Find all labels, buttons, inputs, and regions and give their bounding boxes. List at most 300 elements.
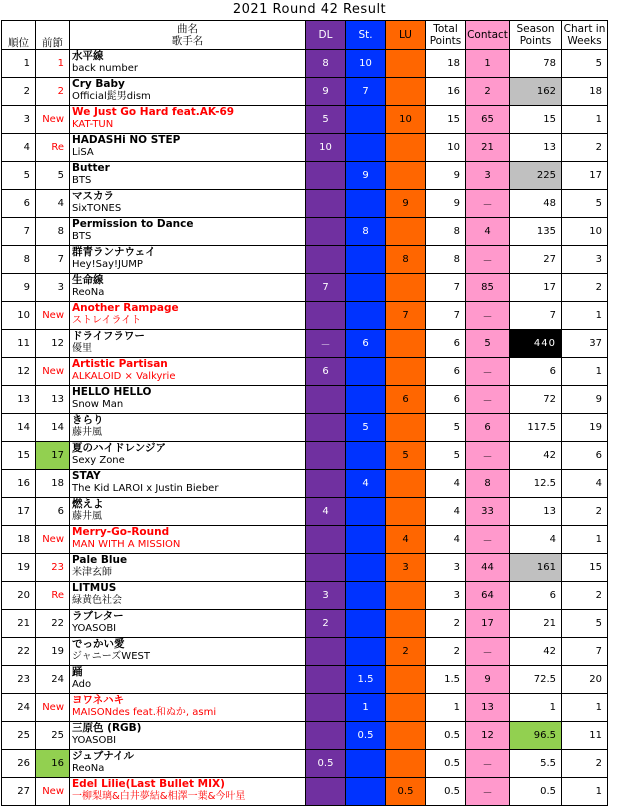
- artist-name: 優里: [72, 342, 92, 354]
- artist-name: 米津玄師: [72, 566, 112, 578]
- prev-rank-cell: 22: [36, 610, 70, 638]
- total-points-cell: 7: [426, 274, 466, 302]
- rank-cell: 14: [2, 414, 36, 442]
- table-row: [2, 218, 608, 246]
- song-cell: [70, 78, 306, 106]
- dl-cell: [306, 162, 346, 190]
- prev-rank-cell: 1: [36, 50, 70, 78]
- season-points-cell: 78: [510, 50, 562, 78]
- song-cell: [70, 666, 306, 694]
- contact-cell: －: [466, 442, 510, 470]
- season-points-cell: 42: [510, 638, 562, 666]
- contact-cell: 9: [466, 666, 510, 694]
- chart-title: 2021 Round 42 Result: [232, 2, 387, 17]
- song-cell: [70, 162, 306, 190]
- contact-cell: －: [466, 358, 510, 386]
- season-points-cell: 15: [510, 106, 562, 134]
- season-points-cell: 21: [510, 610, 562, 638]
- artist-name: ReoNa: [72, 762, 105, 774]
- rank-cell: 22: [2, 638, 36, 666]
- rank-cell: 1: [2, 50, 36, 78]
- artist-name: 一柳梨璃&白井夢結&相澤一葉&今叶星: [72, 790, 246, 802]
- dl-cell: [306, 190, 346, 218]
- song-title: 水平線: [72, 50, 104, 62]
- contact-cell: －: [466, 246, 510, 274]
- dl-cell: 3: [306, 582, 346, 610]
- total-points-cell: 1.5: [426, 666, 466, 694]
- song-cell: [70, 750, 306, 778]
- total-points-cell: 5: [426, 442, 466, 470]
- total-points-cell: 18: [426, 50, 466, 78]
- song-title: 夏のハイドレンジア: [72, 442, 166, 454]
- song-title: We Just Go Hard feat.AK-69: [72, 106, 235, 118]
- total-points-cell: 4: [426, 498, 466, 526]
- song-title: Cry Baby: [72, 78, 125, 90]
- prev-rank-cell: New: [36, 526, 70, 554]
- rank-cell: 23: [2, 666, 36, 694]
- weeks-cell: 1: [562, 778, 608, 806]
- weeks-cell: 1: [562, 106, 608, 134]
- weeks-cell: 9: [562, 386, 608, 414]
- dl-cell: 2: [306, 610, 346, 638]
- table-row: [2, 498, 608, 526]
- weeks-cell: 2: [562, 750, 608, 778]
- header-prev: 前節: [36, 21, 70, 50]
- lu-cell: [386, 470, 426, 498]
- weeks-cell: 2: [562, 274, 608, 302]
- artist-name: SixTONES: [72, 202, 122, 214]
- lu-cell: [386, 358, 426, 386]
- season-points-cell: 135: [510, 218, 562, 246]
- weeks-cell: 4: [562, 470, 608, 498]
- header-total: Total Points: [426, 21, 466, 50]
- weeks-cell: 1: [562, 694, 608, 722]
- table-row: [2, 414, 608, 442]
- table-row: [2, 442, 608, 470]
- weeks-cell: 2: [562, 582, 608, 610]
- total-points-cell: 2: [426, 638, 466, 666]
- artist-name: BTS: [72, 230, 92, 242]
- prev-rank-cell: 19: [36, 638, 70, 666]
- st-cell: [346, 750, 386, 778]
- prev-rank-cell: 16: [36, 750, 70, 778]
- lu-cell: 4: [386, 526, 426, 554]
- table-row: [2, 162, 608, 190]
- total-points-cell: 0.5: [426, 750, 466, 778]
- song-title: でっかい愛: [72, 638, 125, 650]
- dl-cell: [306, 442, 346, 470]
- rank-cell: 12: [2, 358, 36, 386]
- prev-rank-cell: New: [36, 694, 70, 722]
- header-dl: DL: [306, 21, 346, 50]
- table-row: [2, 106, 608, 134]
- artist-name: ReoNa: [72, 286, 105, 298]
- rank-cell: 5: [2, 162, 36, 190]
- table-row: [2, 302, 608, 330]
- rank-cell: 4: [2, 134, 36, 162]
- table-row: [2, 582, 608, 610]
- contact-cell: －: [466, 302, 510, 330]
- artist-name: Hey!Say!JUMP: [72, 258, 143, 270]
- rank-cell: 6: [2, 190, 36, 218]
- song-title: Another Rampage: [72, 302, 179, 314]
- song-title: HADASHi NO STEP: [72, 134, 181, 146]
- lu-cell: 9: [386, 190, 426, 218]
- lu-cell: [386, 330, 426, 358]
- rank-cell: 25: [2, 722, 36, 750]
- season-points-cell: 4: [510, 526, 562, 554]
- st-cell: 8: [346, 218, 386, 246]
- lu-cell: [386, 162, 426, 190]
- weeks-cell: 2: [562, 134, 608, 162]
- total-points-cell: 9: [426, 162, 466, 190]
- table-row: [2, 750, 608, 778]
- lu-cell: 10: [386, 106, 426, 134]
- song-cell: [70, 190, 306, 218]
- weeks-cell: 15: [562, 554, 608, 582]
- prev-rank-cell: 7: [36, 246, 70, 274]
- lu-cell: [386, 694, 426, 722]
- st-cell: 1: [346, 694, 386, 722]
- prev-rank-cell: 2: [36, 78, 70, 106]
- contact-cell: 4: [466, 218, 510, 246]
- rank-cell: 26: [2, 750, 36, 778]
- table-row: [2, 190, 608, 218]
- dl-cell: 7: [306, 274, 346, 302]
- song-title: Merry-Go-Round: [72, 526, 170, 538]
- weeks-cell: 3: [562, 246, 608, 274]
- dl-cell: [306, 414, 346, 442]
- lu-cell: 2: [386, 638, 426, 666]
- table-row: [2, 274, 608, 302]
- prev-rank-cell: 4: [36, 190, 70, 218]
- table-row: [2, 134, 608, 162]
- prev-rank-cell: 24: [36, 666, 70, 694]
- dl-cell: [306, 470, 346, 498]
- table-row: [2, 78, 608, 106]
- st-cell: 9: [346, 162, 386, 190]
- rank-cell: 21: [2, 610, 36, 638]
- dl-cell: [306, 554, 346, 582]
- artist-name: ALKALOID × Valkyrie: [72, 370, 176, 382]
- prev-rank-cell: New: [36, 778, 70, 806]
- artist-name: KAT-TUN: [72, 118, 114, 130]
- rank-cell: 11: [2, 330, 36, 358]
- prev-rank-cell: 3: [36, 274, 70, 302]
- artist-name: 藤井風: [72, 510, 102, 522]
- season-points-cell: 48: [510, 190, 562, 218]
- st-cell: 4: [346, 470, 386, 498]
- season-points-cell: 6: [510, 358, 562, 386]
- song-title: マスカラ: [72, 190, 114, 202]
- header-rank: 順位: [2, 21, 36, 50]
- rank-cell: 7: [2, 218, 36, 246]
- song-title: 三原色 (RGB): [72, 722, 142, 734]
- dl-cell: 10: [306, 134, 346, 162]
- rank-cell: 10: [2, 302, 36, 330]
- lu-cell: [386, 218, 426, 246]
- table-row: [2, 330, 608, 358]
- table-row: [2, 526, 608, 554]
- st-cell: [346, 442, 386, 470]
- song-cell: [70, 526, 306, 554]
- weeks-cell: 1: [562, 302, 608, 330]
- total-points-cell: 6: [426, 358, 466, 386]
- contact-cell: －: [466, 190, 510, 218]
- song-title: LITMUS: [72, 582, 117, 594]
- contact-cell: 1: [466, 50, 510, 78]
- dl-cell: 6: [306, 358, 346, 386]
- artist-name: MAISONdes feat.和ぬか, asmi: [72, 706, 217, 718]
- prev-rank-cell: 25: [36, 722, 70, 750]
- song-cell: [70, 442, 306, 470]
- prev-rank-cell: 5: [36, 162, 70, 190]
- contact-cell: 21: [466, 134, 510, 162]
- contact-cell: 8: [466, 470, 510, 498]
- season-points-cell: 13: [510, 134, 562, 162]
- st-cell: [346, 778, 386, 806]
- song-cell: [70, 358, 306, 386]
- lu-cell: 7: [386, 302, 426, 330]
- rank-cell: 2: [2, 78, 36, 106]
- season-points-cell: 27: [510, 246, 562, 274]
- contact-cell: 2: [466, 78, 510, 106]
- total-points-cell: 3: [426, 582, 466, 610]
- rank-cell: 9: [2, 274, 36, 302]
- table-row: [2, 246, 608, 274]
- season-points-cell: 117.5: [510, 414, 562, 442]
- song-cell: [70, 218, 306, 246]
- artist-name: Official髭男dism: [72, 90, 151, 102]
- season-points-cell: 72.5: [510, 666, 562, 694]
- song-cell: [70, 694, 306, 722]
- st-cell: 1.5: [346, 666, 386, 694]
- lu-cell: 8: [386, 246, 426, 274]
- table-row: [2, 554, 608, 582]
- lu-cell: [386, 414, 426, 442]
- song-cell: [70, 638, 306, 666]
- dl-cell: 9: [306, 78, 346, 106]
- rank-cell: 16: [2, 470, 36, 498]
- rank-cell: 20: [2, 582, 36, 610]
- total-points-cell: 4: [426, 526, 466, 554]
- st-cell: 7: [346, 78, 386, 106]
- song-title: 群青ランナウェイ: [72, 246, 156, 258]
- prev-rank-cell: 17: [36, 442, 70, 470]
- header-weeks: Chart in Weeks: [562, 21, 608, 50]
- artist-name: LiSA: [72, 146, 94, 158]
- header-song: 曲名 歌手名: [70, 21, 306, 50]
- season-points-cell: 6: [510, 582, 562, 610]
- table-body: [2, 50, 608, 806]
- season-points-cell: 161: [510, 554, 562, 582]
- prev-rank-cell: 18: [36, 470, 70, 498]
- lu-cell: [386, 722, 426, 750]
- header-row: [2, 21, 608, 50]
- song-cell: [70, 106, 306, 134]
- dl-cell: [306, 638, 346, 666]
- season-points-cell: 0.5: [510, 778, 562, 806]
- dl-cell: [306, 778, 346, 806]
- dl-cell: [306, 694, 346, 722]
- total-points-cell: 6: [426, 386, 466, 414]
- dl-cell: [306, 246, 346, 274]
- total-points-cell: 7: [426, 302, 466, 330]
- weeks-cell: 5: [562, 610, 608, 638]
- rank-cell: 3: [2, 106, 36, 134]
- prev-rank-cell: 23: [36, 554, 70, 582]
- total-points-cell: 1: [426, 694, 466, 722]
- song-cell: [70, 302, 306, 330]
- lu-cell: [386, 582, 426, 610]
- table-row: [2, 778, 608, 806]
- dl-cell: 0.5: [306, 750, 346, 778]
- results-table: [1, 20, 608, 806]
- total-points-cell: 3: [426, 554, 466, 582]
- song-title: Edel Lilie(Last Bullet MIX): [72, 778, 225, 790]
- song-cell: [70, 246, 306, 274]
- weeks-cell: 5: [562, 190, 608, 218]
- season-points-cell: 440: [510, 330, 562, 358]
- st-cell: 6: [346, 330, 386, 358]
- rank-cell: 8: [2, 246, 36, 274]
- prev-rank-cell: Re: [36, 582, 70, 610]
- song-cell: [70, 610, 306, 638]
- song-title: 踊: [72, 666, 83, 678]
- season-points-cell: 162: [510, 78, 562, 106]
- total-points-cell: 6: [426, 330, 466, 358]
- artist-name: ジャニーズWEST: [72, 650, 150, 662]
- contact-cell: －: [466, 778, 510, 806]
- song-cell: [70, 498, 306, 526]
- artist-name: Ado: [72, 678, 92, 690]
- contact-cell: －: [466, 386, 510, 414]
- song-title: きらり: [72, 414, 104, 426]
- song-title: 生命線: [72, 274, 104, 286]
- lu-cell: [386, 50, 426, 78]
- contact-cell: 33: [466, 498, 510, 526]
- lu-cell: 0.5: [386, 778, 426, 806]
- st-cell: 0.5: [346, 722, 386, 750]
- st-cell: [346, 134, 386, 162]
- contact-cell: －: [466, 638, 510, 666]
- header-st: St.: [346, 21, 386, 50]
- song-cell: [70, 778, 306, 806]
- total-points-cell: 4: [426, 470, 466, 498]
- prev-rank-cell: New: [36, 302, 70, 330]
- lu-cell: [386, 134, 426, 162]
- song-cell: [70, 554, 306, 582]
- prev-rank-cell: 14: [36, 414, 70, 442]
- artist-name: 緑黄色社会: [72, 594, 122, 606]
- header-season: Season Points: [510, 21, 562, 50]
- lu-cell: [386, 610, 426, 638]
- st-cell: [346, 498, 386, 526]
- prev-rank-cell: 6: [36, 498, 70, 526]
- dl-cell: [306, 526, 346, 554]
- st-cell: [346, 582, 386, 610]
- weeks-cell: 20: [562, 666, 608, 694]
- season-points-cell: 1: [510, 694, 562, 722]
- dl-cell: [306, 386, 346, 414]
- lu-cell: 6: [386, 386, 426, 414]
- artist-name: BTS: [72, 174, 92, 186]
- lu-cell: [386, 666, 426, 694]
- weeks-cell: 1: [562, 526, 608, 554]
- song-title: Pale Blue: [72, 554, 128, 566]
- contact-cell: －: [466, 750, 510, 778]
- weeks-cell: 11: [562, 722, 608, 750]
- prev-rank-cell: 8: [36, 218, 70, 246]
- table-row: [2, 358, 608, 386]
- song-cell: [70, 50, 306, 78]
- artist-name: The Kid LAROI x Justin Bieber: [72, 482, 219, 494]
- lu-cell: [386, 750, 426, 778]
- total-points-cell: 16: [426, 78, 466, 106]
- song-cell: [70, 330, 306, 358]
- artist-name: MAN WITH A MISSION: [72, 538, 181, 550]
- dl-cell: 8: [306, 50, 346, 78]
- dl-cell: [306, 722, 346, 750]
- total-points-cell: 15: [426, 106, 466, 134]
- rank-cell: 13: [2, 386, 36, 414]
- total-points-cell: 5: [426, 414, 466, 442]
- song-cell: [70, 470, 306, 498]
- contact-cell: 6: [466, 414, 510, 442]
- artist-name: Snow Man: [72, 398, 124, 410]
- song-cell: [70, 582, 306, 610]
- artist-name: YOASOBI: [72, 734, 117, 746]
- table-row: [2, 50, 608, 78]
- weeks-cell: 2: [562, 498, 608, 526]
- contact-cell: 17: [466, 610, 510, 638]
- contact-cell: 85: [466, 274, 510, 302]
- rank-cell: 19: [2, 554, 36, 582]
- weeks-cell: 18: [562, 78, 608, 106]
- weeks-cell: 1: [562, 358, 608, 386]
- prev-rank-cell: 13: [36, 386, 70, 414]
- song-title: STAY: [72, 470, 101, 482]
- st-cell: [346, 554, 386, 582]
- song-title: Artistic Partisan: [72, 358, 168, 370]
- header-lu: LU: [386, 21, 426, 50]
- song-title: ラブレター: [72, 610, 124, 622]
- header-contact: Contact: [466, 21, 510, 50]
- contact-cell: －: [466, 526, 510, 554]
- rank-cell: 27: [2, 778, 36, 806]
- contact-cell: 13: [466, 694, 510, 722]
- table-row: [2, 470, 608, 498]
- total-points-cell: 8: [426, 218, 466, 246]
- st-cell: [346, 610, 386, 638]
- st-cell: [346, 526, 386, 554]
- st-cell: [346, 106, 386, 134]
- season-points-cell: 17: [510, 274, 562, 302]
- rank-cell: 24: [2, 694, 36, 722]
- season-points-cell: 5.5: [510, 750, 562, 778]
- prev-rank-cell: New: [36, 358, 70, 386]
- song-cell: [70, 134, 306, 162]
- lu-cell: 3: [386, 554, 426, 582]
- prev-rank-cell: New: [36, 106, 70, 134]
- season-points-cell: 42: [510, 442, 562, 470]
- song-title: 燃えよ: [72, 498, 104, 510]
- artist-name: back number: [72, 62, 138, 74]
- artist-name: YOASOBI: [72, 622, 117, 634]
- dl-cell: 5: [306, 106, 346, 134]
- contact-cell: 44: [466, 554, 510, 582]
- lu-cell: [386, 78, 426, 106]
